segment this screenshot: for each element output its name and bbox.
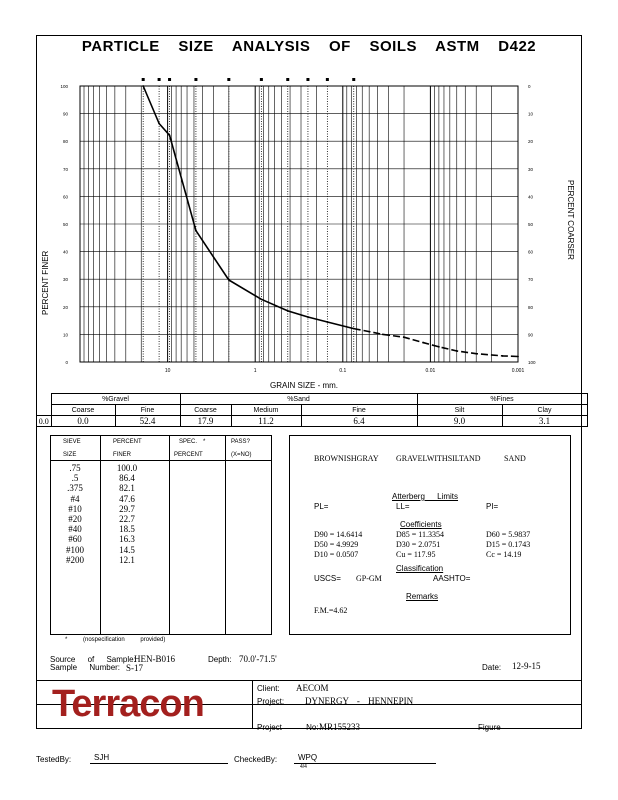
classification-title: Classification xyxy=(396,564,444,573)
page-number: 4/4 xyxy=(300,764,307,770)
terracon-logo: Terracon xyxy=(52,683,204,725)
data-point xyxy=(195,230,197,232)
desc-word: SAND xyxy=(504,454,526,463)
sieve-size-cell: #200 xyxy=(66,554,84,565)
x-tick-label: 10 xyxy=(164,368,171,374)
percent-finer-cell: 14.5 xyxy=(119,544,135,555)
uscs-value: GP-GM xyxy=(356,574,382,583)
data-point xyxy=(456,350,458,352)
sieve-marker xyxy=(194,78,197,81)
sieve-marker xyxy=(286,78,289,81)
y-tick-label-left: 0 xyxy=(65,360,68,365)
x-tick-label: 1 xyxy=(253,368,257,374)
pass-header: PASS? xyxy=(231,439,250,445)
y-tick-label-right: 60 xyxy=(528,249,534,255)
d85: D85 = 11.3354 xyxy=(396,530,444,539)
project-no-value: MR155233 xyxy=(319,722,361,732)
data-point xyxy=(142,85,144,87)
sieve-marker xyxy=(306,78,309,81)
atterberg-title: Atterberg Limits xyxy=(392,492,459,501)
subhead-cell: Fine xyxy=(301,405,417,416)
tested-by-label: TestedBy: xyxy=(36,755,72,764)
subhead-cell: Medium xyxy=(231,405,301,416)
percent-finer-cell: 16.3 xyxy=(119,534,135,545)
y-tick-label-left: 70 xyxy=(62,166,68,172)
gravel-header: %Gravel xyxy=(51,394,180,405)
data-point xyxy=(368,331,370,333)
fineness-modulus: F.M.=4.62 xyxy=(314,606,348,615)
date-value: 12-9-15 xyxy=(512,661,541,671)
subhead-cell: Fine xyxy=(115,405,180,416)
depth-value: 70.0'-71.5' xyxy=(239,654,277,664)
spec-header: SPEC. xyxy=(179,439,198,445)
sieve-marker xyxy=(158,78,161,81)
value-cell: 9.0 xyxy=(417,416,502,427)
data-point xyxy=(475,353,477,355)
data-point xyxy=(382,334,384,336)
value-cell: 0.0 xyxy=(51,416,115,427)
percent-finer-cell: 22.7 xyxy=(119,514,135,525)
x-axis-label: GRAIN SIZE - mm. xyxy=(270,381,338,390)
desc-word: BROWNISHGRAY xyxy=(314,454,379,463)
soil-description-box xyxy=(289,435,571,635)
d15: D15 = 0.1743 xyxy=(486,540,531,549)
project-value: DYNERGY - HENNEPIN xyxy=(305,696,414,706)
d50: D50 = 4.9929 xyxy=(314,540,359,549)
y-axis-label: PERCENT FINER xyxy=(41,250,50,315)
sieve-size-cell: #10 xyxy=(68,503,82,514)
data-point xyxy=(307,316,309,318)
y-tick-label-left: 90 xyxy=(62,111,68,117)
data-point xyxy=(228,279,230,281)
pi-label: PI= xyxy=(486,502,499,511)
value-cell: 17.9 xyxy=(180,416,231,427)
y-tick-label-right: 70 xyxy=(528,277,534,283)
remarks-title: Remarks xyxy=(406,592,439,601)
data-point xyxy=(353,328,355,330)
sample-value: S-17 xyxy=(126,663,144,673)
data-point xyxy=(326,321,328,323)
y-tick-label-right: 90 xyxy=(528,332,534,338)
y-tick-label-right: 30 xyxy=(528,166,534,172)
depth-label: Depth: xyxy=(208,655,232,664)
percent-finer-column xyxy=(107,463,147,565)
y-tick-label-right: 40 xyxy=(528,194,534,200)
y-tick-label-left: 10 xyxy=(62,332,68,338)
data-point xyxy=(158,123,160,125)
percent-finer-cell: 86.4 xyxy=(119,473,135,484)
client-label: Client: xyxy=(257,684,280,693)
footnote: * (nospecification provided) xyxy=(65,637,166,643)
sieve-size-cell: .375 xyxy=(67,483,83,494)
sieve-marker xyxy=(168,78,171,81)
lead-value: 0.0 xyxy=(37,416,52,427)
sieve-marker xyxy=(260,78,263,81)
percent-finer-cell: 18.5 xyxy=(119,524,135,535)
y-tick-label-right: 50 xyxy=(528,222,534,227)
cu: Cu = 117.95 xyxy=(396,550,436,559)
percent-finer-cell: 12.1 xyxy=(119,554,135,565)
value-cell: 52.4 xyxy=(115,416,180,427)
data-point xyxy=(403,336,405,338)
pass-subheader: (X=NO) xyxy=(231,452,252,458)
percent-finer-cell: 29.7 xyxy=(119,503,135,514)
y-tick-label-left: 40 xyxy=(62,249,68,255)
sieve-table xyxy=(50,435,272,635)
y-tick-label-left: 100 xyxy=(60,84,68,89)
y-tick-label-left: 30 xyxy=(62,277,68,283)
project-no-label: Project No: xyxy=(257,723,319,732)
x-tick-label: 0.1 xyxy=(339,368,347,374)
sieve-header: SIEVE xyxy=(63,439,81,445)
sieve-size-cell: #100 xyxy=(66,544,84,555)
sieve-size-column xyxy=(55,463,95,565)
y-tick-label-left: 60 xyxy=(62,194,68,200)
checked-by-value: WPQ xyxy=(298,753,318,762)
spec-subheader: PERCENT xyxy=(174,452,203,458)
percent-finer-cell: 82.1 xyxy=(119,483,135,494)
d90: D90 = 14.6414 xyxy=(314,530,363,539)
finer-subheader: FINER xyxy=(113,452,131,458)
series-line-hydrometer xyxy=(354,329,518,357)
sieve-size-cell: #4 xyxy=(70,493,80,504)
gradation-table xyxy=(36,393,588,427)
y-tick-label-right: 80 xyxy=(528,304,534,310)
sieve-marker xyxy=(227,78,230,81)
y-tick-label-right: 20 xyxy=(528,139,534,145)
sieve-size-cell: #40 xyxy=(68,524,82,535)
subhead-cell: Clay xyxy=(502,405,587,416)
data-point xyxy=(423,342,425,344)
date-label: Date: xyxy=(482,663,502,672)
subhead-cell: Coarse xyxy=(51,405,115,416)
tested-by-value: SJH xyxy=(94,753,110,762)
subhead-cell: Silt xyxy=(417,405,502,416)
fines-header: %Fines xyxy=(417,394,587,405)
checked-by-label: CheckedBy: xyxy=(234,755,278,764)
percent-header: PERCENT xyxy=(113,439,142,445)
chart-marks xyxy=(60,84,536,374)
figure-label: Figure xyxy=(478,723,501,732)
gradation-chart xyxy=(36,60,582,395)
value-cell: 3.1 xyxy=(502,416,587,427)
percent-finer-cell: 100.0 xyxy=(116,463,138,473)
y-tick-label-right: 100 xyxy=(528,360,536,365)
sieve-marker xyxy=(142,78,145,81)
y-tick-label-right: 10 xyxy=(528,111,534,117)
sieve-size-cell: .5 xyxy=(71,473,79,484)
y-axis-label-right: PERCENT COARSER xyxy=(566,180,575,260)
data-point xyxy=(438,346,440,348)
sand-header: %Sand xyxy=(180,394,417,405)
client-value: AECOM xyxy=(296,683,329,693)
d60: D60 = 5.9837 xyxy=(486,530,531,539)
data-point xyxy=(169,135,171,137)
d10: D10 = 0.0507 xyxy=(314,550,359,559)
percent-finer-cell: 47.6 xyxy=(119,493,135,504)
pl-label: PL= xyxy=(314,502,329,511)
data-point xyxy=(260,298,262,300)
cc: Cc = 14.19 xyxy=(486,550,522,559)
sieve-marker xyxy=(326,78,329,81)
value-cell: 6.4 xyxy=(301,416,417,427)
ll-label: LL= xyxy=(396,502,410,511)
sample-label: Sample Number: xyxy=(50,663,121,672)
desc-word: GRAVELWITHSILTAND xyxy=(396,454,481,463)
chart-grid xyxy=(80,78,518,362)
sieve-size-cell: #20 xyxy=(68,514,82,525)
sieve-size-cell: #60 xyxy=(68,534,82,545)
y-tick-label-left: 80 xyxy=(62,139,68,145)
data-point xyxy=(287,310,289,312)
subhead-cell: Coarse xyxy=(180,405,231,416)
x-tick-label: 0.01 xyxy=(425,368,436,374)
report-title: PARTICLE SIZE ANALYSIS OF SOILS ASTM D422 xyxy=(81,38,537,55)
y-tick-label-left: 50 xyxy=(62,222,68,227)
series-line-sieve xyxy=(143,86,354,329)
project-label: Project: xyxy=(257,697,285,706)
data-point xyxy=(502,355,504,357)
uscs-label: USCS= xyxy=(314,574,341,583)
coefficients-title: Coefficients xyxy=(400,520,442,529)
sieve-marker xyxy=(352,78,355,81)
y-tick-label-left: 20 xyxy=(62,304,68,310)
size-subheader: SIZE xyxy=(63,452,77,458)
y-tick-label-right: 0 xyxy=(528,84,531,89)
source-value: HEN-B016 xyxy=(134,654,175,664)
aashto-label: AASHTO= xyxy=(433,574,471,583)
chart-curve xyxy=(142,85,519,357)
value-cell: 11.2 xyxy=(231,416,301,427)
source-label: Source of Sample: xyxy=(50,655,136,664)
sieve-size-cell: .75 xyxy=(69,463,81,473)
x-tick-label: 0.001 xyxy=(511,368,525,374)
data-point xyxy=(517,356,519,358)
d30: D30 = 2.0751 xyxy=(396,540,441,549)
spec-star: * xyxy=(203,439,206,445)
